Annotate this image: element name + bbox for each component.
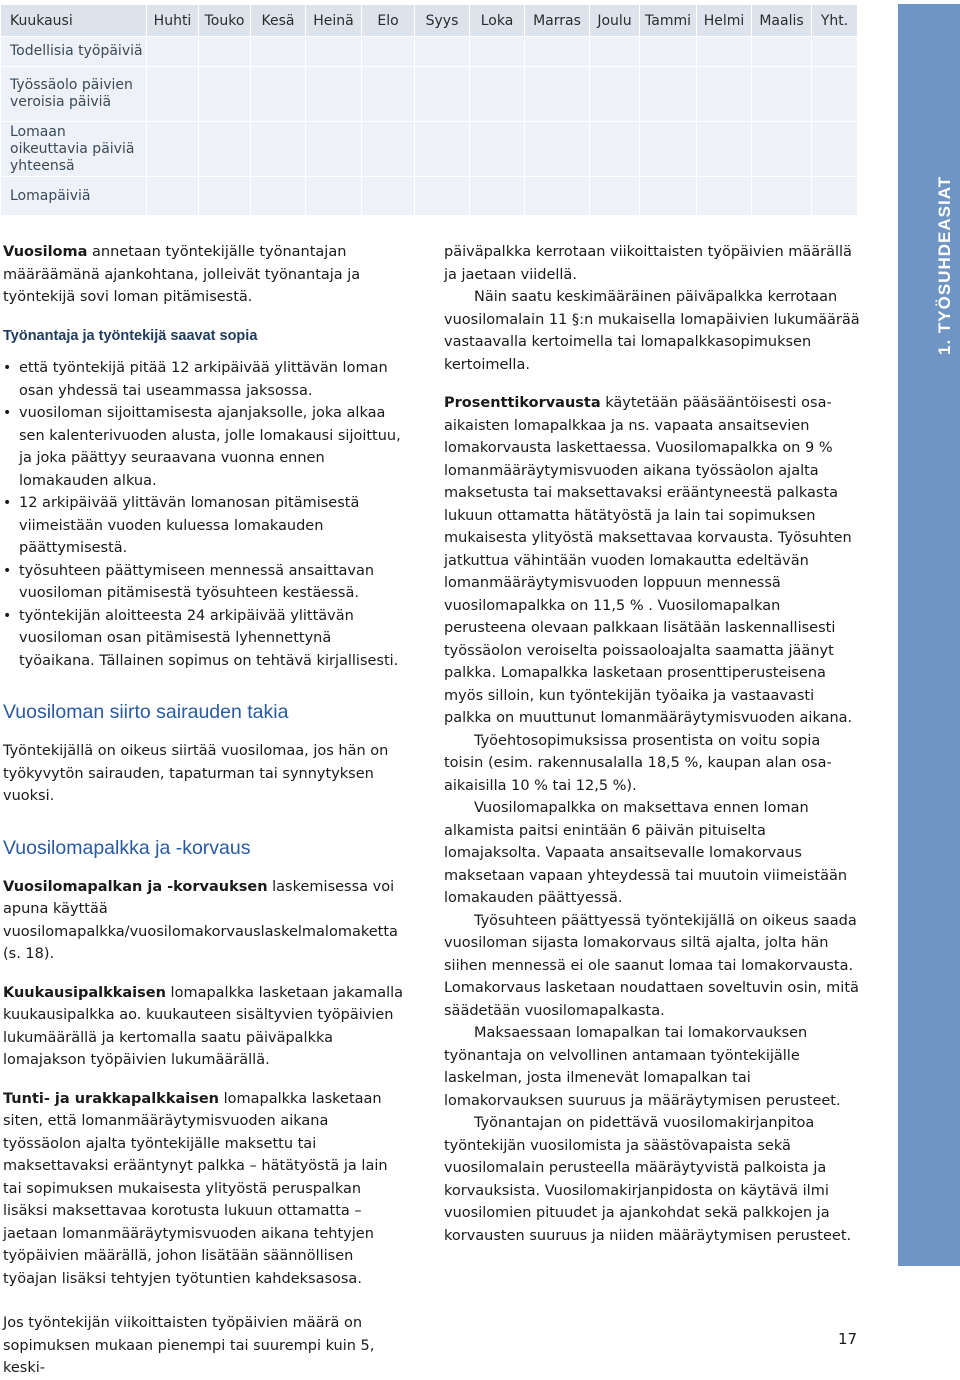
table-row: [1, 177, 858, 216]
table-cell: [470, 37, 525, 67]
right-column: [444, 241, 862, 1247]
list-item: • vuosiloman sijoittamisesta ajanjaksolle, joka alkaa sen kalenterivuoden alusta, jolle lomakausi sijoittuu, ja joka päättyy seuraavana vuonna ennen lomakauden alkua.: [3, 402, 408, 492]
table-header-row: [1, 5, 858, 37]
paragraph-text: käytetään pääsääntöisesti osa-aikaisten lomapalkkaa ja ns. vapaata ansaitsevien lomakorvausta laskettaessa. Vuosilomapalkka on 9 % lomanmääräytymisvuoden aikana työssäolon ajalta maksetusta tai maksettavaksi erääntyneestä palkasta lukuun ottamatta hätätyöstä ja lain tai sopimuksen mukaisesta ylityöstä maksettavaa korvausta. Työsuhten jatkuttua vähintään vuoden lomakautta edeltävän lomanmääräytymisvuoden loppuun mennessä vuosilomapalkka on 11,5 % . Vuosilomapalkan perusteena olevaan palkkaan lisätään laskennallisesti työssäolon veroiselta poissaoloajalta saamatta jäänyt palkka. Lomapalkka lasketaan prosenttiperusteisena myös silloin, kun työntekijän työaika ja vastaavasti palkka on muuttunut lomanmääräytymisvuoden aikana.: [444, 395, 853, 726]
table-cell: [470, 177, 525, 216]
table-cell: [362, 37, 415, 67]
paragraph-hourly: [3, 1088, 408, 1291]
table-row: [1, 37, 858, 67]
header-month: Marras: [525, 5, 590, 37]
header-month: Helmi: [697, 5, 752, 37]
bold-term: Kuukausipalkkaisen: [3, 984, 166, 1001]
table-cell: [525, 122, 590, 177]
table-cell: [697, 37, 752, 67]
paragraph-bookkeeping: Työnantajan on pidettävä vuosilomakirjanpitoa työntekijän vuosilomista ja säästövapaista sekä vuosilomalain perusteella määräytyvistä palkoista ja korvauksista. Vuosilomakirjanpidosta on käytävä ilmi vuosilomien pituudet ja ajankohdat sekä palkkojen ja korvausten suuruus ja niiden määräytymisen perusteet.: [444, 1115, 852, 1244]
header-month: Loka: [470, 5, 525, 37]
table-cell: [251, 67, 306, 122]
table-cell: [525, 37, 590, 67]
table-cell: [590, 37, 640, 67]
table-cell: [590, 177, 640, 216]
table-cell: [697, 122, 752, 177]
table-cell: [812, 122, 858, 177]
header-month: Elo: [362, 5, 415, 37]
header-month: Maalis: [752, 5, 812, 37]
paragraph-weekly-days: Jos työntekijän viikoittaisten työpäivien määrä on sopimuksen mukaan pienempi tai suurempi kuin 5, keski-: [3, 1315, 375, 1376]
table-cell: [415, 177, 470, 216]
header-total: Yht.: [812, 5, 858, 37]
paragraph-average-pay: Näin saatu keskimääräinen päiväpalkka kerrotaan vuosilomalain 11 §:n mukaisella lomapäivien lukumäärää vastaavalla kertoimella tai lomapalkkasopimuksen kertoimella.: [444, 289, 860, 373]
table-cell: [752, 122, 812, 177]
table-cell: [697, 177, 752, 216]
header-month: Tammi: [640, 5, 697, 37]
page-number: 17: [838, 1330, 858, 1348]
table-cell: [199, 177, 251, 216]
intro-bold: Vuosiloma: [3, 244, 88, 260]
paragraph-monthly: [3, 982, 408, 1072]
paragraph-payment-timing: Vuosilomapalkka on maksettava ennen loman alkamista paitsi enintään 6 päivän pituiselta lomajaksolta. Vapaata ansaitsevalle lomakorvaus maksetaan vapaan yhteydessä tai muutoin viimeistään lomakauden päättyessä.: [444, 800, 848, 906]
header-month: Touko: [199, 5, 251, 37]
list-item: • työsuhteen päättymiseen mennessä ansaittavan vuosiloman pitämisestä työsuhteen kestäessä.: [3, 560, 408, 605]
table-cell: [415, 122, 470, 177]
table-cell: [640, 177, 697, 216]
paragraph-text: lomapalkka lasketaan siten, että lomanmääräytymisvuoden aikana työssäolon ajalta työntekijälle maksettu tai maksettavaksi erääntynyt palkka – hätätyöstä ja lain tai sopimuksen mukaisesta ylityöstä peruspalkan lisäksi maksettavaa korotusta lukuun ottamatta – jaetaan lomanmääräytymisvuoden aikana tehtyjen työpäivien määrällä, johon lisätään säännöllisen työajan lisäksi tehtyjen työtuntien kahdeksasosa.: [3, 1090, 388, 1287]
table-cell: [415, 37, 470, 67]
table-cell: [199, 67, 251, 122]
table-cell: [306, 122, 362, 177]
table-cell: [525, 177, 590, 216]
intro-paragraph: [3, 241, 408, 309]
table-cell: [251, 177, 306, 216]
paragraph-termination: Työsuhteen päättyessä työntekijällä on oikeus saada vuosiloman sijasta lomakorvaus siltä ajalta, jolta hän siihen mennessä ei ole saanut lomaa tai lomakorvausta. Lomakorvaus lasketaan noudattaen soveltuvin osin, mitä säädetään vuosilomapalkasta.: [444, 912, 859, 1019]
list-item: • 12 arkipäivää ylittävän lomanosan pitämisestä viimeistään vuoden kuluessa lomakauden päättymisestä.: [3, 492, 408, 560]
table-cell: [251, 122, 306, 177]
table-cell: [470, 122, 525, 177]
paragraph-continued: päiväpalkka kerrotaan viikoittaisten työpäivien määrällä ja jaetaan viidellä.: [444, 244, 852, 283]
table-cell: [147, 122, 199, 177]
table-cell: [147, 177, 199, 216]
table-cell: [590, 122, 640, 177]
section-side-tab-label: 1. TYÖSUHDEASIAT: [935, 175, 954, 355]
table-cell: [640, 122, 697, 177]
paragraph-collective-agreements: Työehtosopimuksissa prosentista on voitu sopia toisin (esim. rakennusalalla 18,5 %, kaupan alan osa-aikaisilla 10 % tai 12,5 %).: [444, 732, 832, 794]
table-cell: [306, 177, 362, 216]
bold-term: Tunti- ja urakkapalkkaisen: [3, 1090, 220, 1107]
table-cell: [752, 37, 812, 67]
paragraph-text: lomapalkka lasketaan jakamalla kuukausipalkka ao. kuukauteen sisältyvien työpäivien lukumäärällä ja kertomalla saatu päiväpalkka lomajakson työpäivien lukumäärällä.: [3, 984, 404, 1068]
table-cell: [415, 67, 470, 122]
table-cell: [199, 37, 251, 67]
paragraph-text: laskemisessa voi apuna käyttää vuosilomapalkka/vuosilomakorvauslaskelmalomaketta (s. 18).: [3, 878, 398, 962]
row-label: Todellisia työpäiviä: [1, 37, 147, 67]
table-cell: [251, 37, 306, 67]
table-cell: [812, 177, 858, 216]
header-month: Huhti: [147, 5, 199, 37]
header-month-label: Kuukausi: [1, 5, 147, 37]
table-cell: [362, 122, 415, 177]
header-month: Joulu: [590, 5, 640, 37]
intro-text: annetaan työntekijälle työnantajan määräämänä ajankohtana, jolleivät työnantaja ja työntekijä sovi loman pitämisestä.: [3, 244, 361, 305]
table-cell: [362, 67, 415, 122]
bold-term: Vuosilomapalkan ja -korvauksen: [3, 878, 268, 895]
table-cell: [752, 67, 812, 122]
list-item: • työntekijän aloitteesta 24 arkipäivää ylittävän vuosiloman osan pitämisestä lyhennettynä työaikana. Tällainen sopimus on tehtävä kirjallisesti.: [3, 605, 408, 673]
table-cell: [362, 177, 415, 216]
table-cell: [812, 67, 858, 122]
table-cell: [697, 67, 752, 122]
paragraph-percentage: [444, 392, 862, 730]
table-cell: [752, 177, 812, 216]
header-month: Syys: [415, 5, 470, 37]
table-cell: [306, 67, 362, 122]
table-cell: [147, 67, 199, 122]
table-row: [1, 122, 858, 177]
table-cell: [147, 37, 199, 67]
heading-vacation-pay: Vuosilomapalkka ja -korvaus: [3, 836, 251, 859]
table-cell: [199, 122, 251, 177]
paragraph-statement: Maksaessaan lomapalkan tai lomakorvauksen työnantaja on velvollinen antamaan työntekijälle laskelman, josta ilmenevät lomapalkan tai lomakorvauksen suuruus ja määräytymisen perusteet.: [444, 1025, 841, 1109]
list-item: • että työntekijä pitää 12 arkipäivää ylittävän loman osan yhdessä tai useammassa jaksossa.: [3, 357, 408, 402]
paragraph-pay-form: [3, 876, 408, 966]
bold-term: Prosenttikorvausta: [444, 395, 601, 411]
table-cell: [640, 67, 697, 122]
left-column: [3, 241, 408, 1380]
table-cell: [812, 37, 858, 67]
paragraph-sick-transfer: Työntekijällä on oikeus siirtää vuosilomaa, jos hän on työkyvytön sairauden, tapaturman tai synnytyksen vuoksi.: [3, 743, 389, 804]
row-label: Lomapäiviä: [1, 177, 147, 216]
row-label: Lomaan oikeuttavia päiviä yhteensä: [1, 122, 147, 177]
heading-sick-transfer: Vuosiloman siirto sairauden takia: [3, 701, 289, 723]
subheading-agreements: Työnantaja ja työntekijä saavat sopia: [3, 327, 258, 344]
table-cell: [306, 37, 362, 67]
table-cell: [640, 37, 697, 67]
header-month: Kesä: [251, 5, 306, 37]
header-month: Heinä: [306, 5, 362, 37]
table-row: [1, 67, 858, 122]
agreement-list: [3, 357, 408, 672]
vacation-table: [0, 4, 858, 216]
row-label: Työssäolo päivien veroisia päiviä: [1, 67, 147, 122]
table-cell: [525, 67, 590, 122]
table-cell: [470, 67, 525, 122]
table-cell: [590, 67, 640, 122]
